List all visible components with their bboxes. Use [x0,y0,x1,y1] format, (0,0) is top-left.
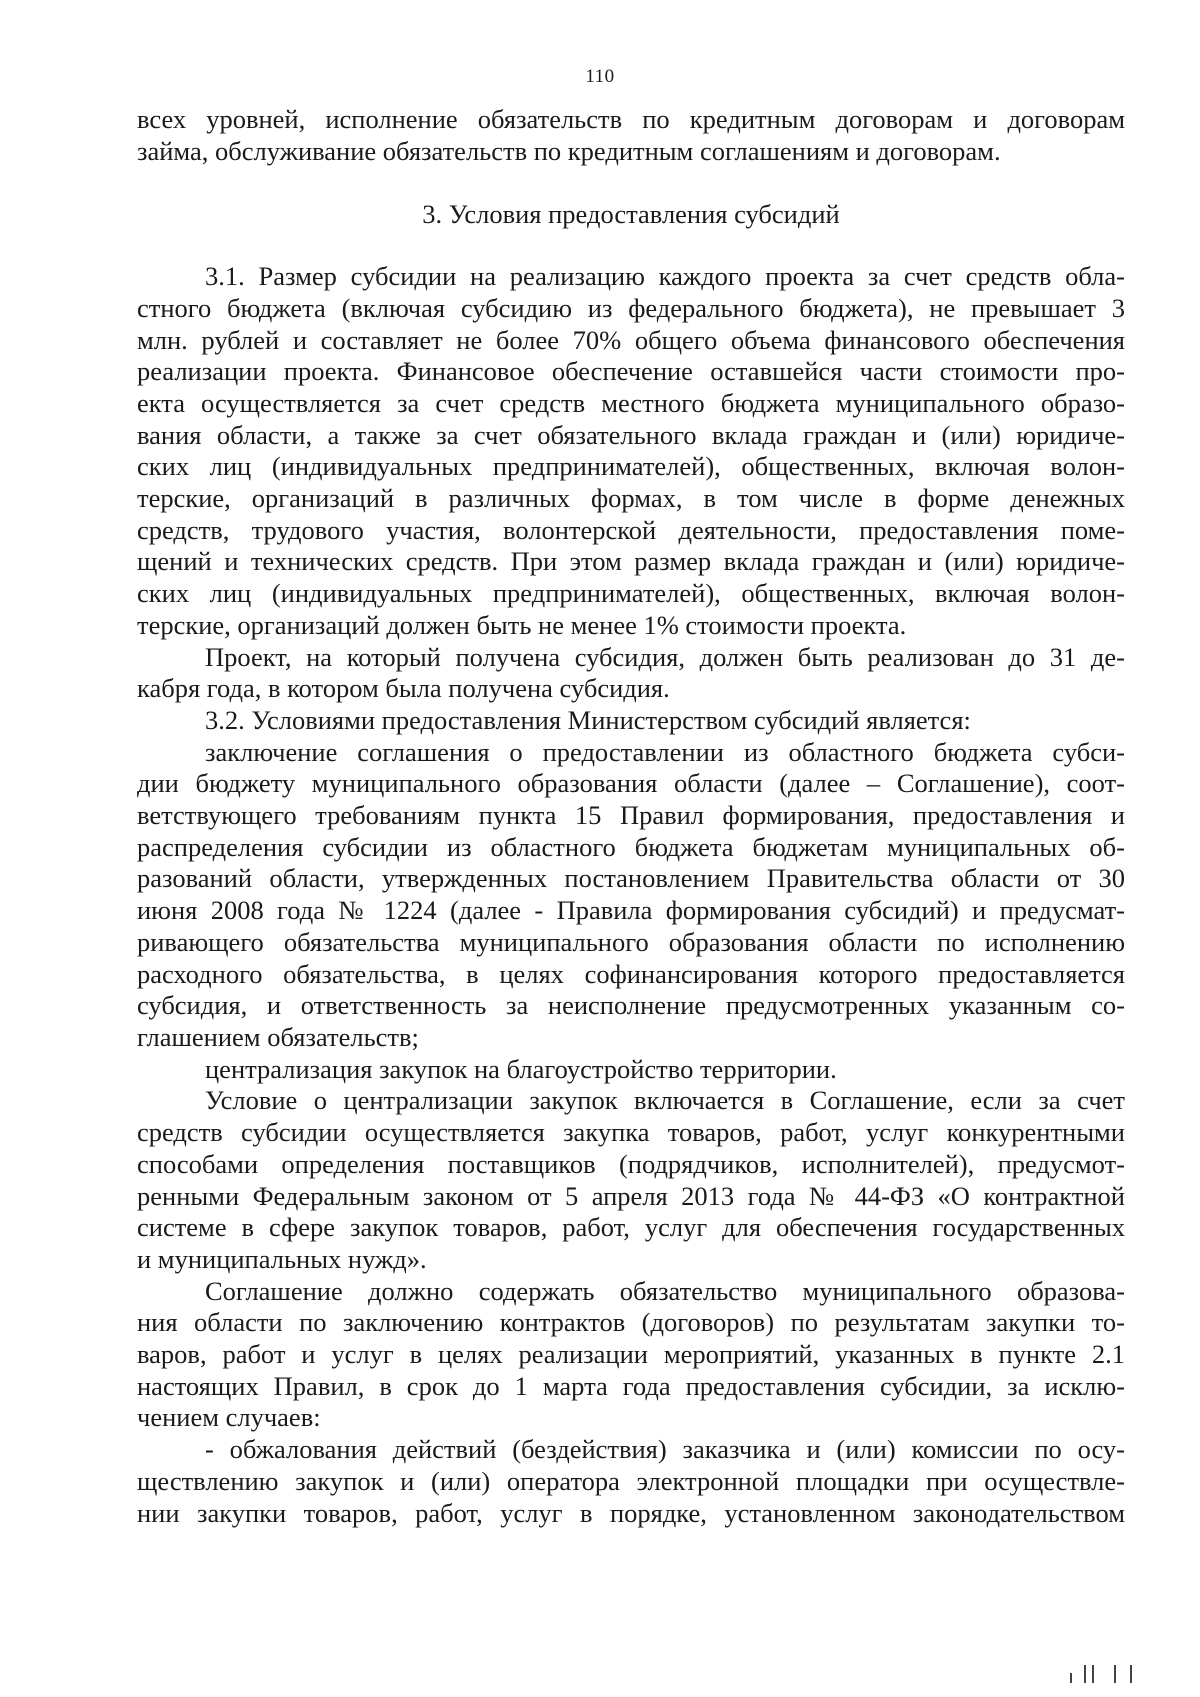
text-line: ских лиц (индивидуальных предпринимателей), общественных, включая волон- [137,451,1125,482]
text-line: млн. рублей и составляет не более 70% общего объема финансового обеспечения [137,324,1125,355]
text-line: ния области по заключению контрактов (договоров) по результатам закупки то- [137,1307,1125,1338]
text-line: Проект, на который получена субсидия, должен быть реализован до 31 де- [205,641,1125,672]
text-line: 3.1. Размер субсидии на реализацию каждого проекта за счет средств обла- [205,261,1125,292]
paragraph [137,642,1125,705]
paragraph [137,737,1125,1054]
text-line: глашением обязательств; [137,1021,419,1052]
text-line: распределения субсидии из областного бюджета бюджетам муниципальных об- [137,831,1125,862]
paragraph [137,1085,1125,1275]
text-line: дии бюджету муниципального образования области (далее – Соглашение), соот- [137,768,1125,799]
text-line: стного бюджета (включая субсидию из федерального бюджета), не превышает 3 [137,292,1125,323]
text-line: централизация закупок на благоустройство территории. [205,1053,837,1084]
text-line: ских лиц (индивидуальных предпринимателей), общественных, включая волон- [137,578,1125,609]
paragraphs-container [137,261,1125,1529]
text-line: 3.2. Условиями предоставления Министерством субсидий является: [205,704,971,735]
text-line: средств субсидии осуществляется закупка товаров, работ, услуг конкурентными [137,1117,1125,1148]
paragraph [137,261,1125,641]
text-line: варов, работ и услуг в целях реализации мероприятий, указанных в пункте 2.1 [137,1339,1125,1370]
text-line: - обжалования действий (бездействия) заказчика и (или) комиссии по осу- [205,1434,1125,1465]
text-line: расходного обязательства, в целях софинансирования которого предоставляется [137,958,1125,989]
text-line: займа, обслуживание обязательств по кредитным соглашениям и договорам. [137,135,1001,166]
text-line: терские, организаций в различных формах, в том числе в форме денежных [137,483,1125,514]
text-line: заключение соглашения о предоставлении из областного бюджета субси- [205,736,1125,767]
scan-edge-marks [1070,1663,1140,1683]
text-line: нии закупки товаров, работ, услуг в порядке, установленном законодательством [137,1497,1125,1528]
text-line: системе в сфере закупок товаров, работ, услуг для обеспечения государственных [137,1212,1125,1243]
document-body [137,104,1125,1529]
text-line: чением случаев: [137,1402,321,1433]
text-line: настоящих Правил, в срок до 1 марта года предоставления субсидии, за исклю- [137,1370,1125,1401]
page-number: 110 [585,66,615,87]
text-line: ветствующего требованиям пункта 15 Правил формирования, предоставления и [137,800,1125,831]
paragraph [137,1054,1125,1086]
text-line: терские, организаций должен быть не менее 1% стоимости проекта. [137,609,907,640]
text-line: ренными Федеральным законом от 5 апреля 2013 года № 44-ФЗ «О контрактной [137,1180,1125,1211]
paragraph [137,1276,1125,1435]
section-heading: 3. Условия предоставления субсидий [422,199,840,230]
paragraph [137,1434,1125,1529]
text-line: всех уровней, исполнение обязательств по кредитным договорам и договорам [137,104,1125,134]
text-line: субсидия, и ответственность за неисполнение предусмотренных указанным со- [137,990,1125,1021]
text-line: средств, трудового участия, волонтерской деятельности, предоставления поме- [137,514,1125,545]
text-line: Соглашение должно содержать обязательство муниципального образова- [205,1275,1125,1306]
paragraph [137,705,1125,737]
text-line: способами определения поставщиков (подрядчиков, исполнителей), предусмот- [137,1148,1125,1179]
text-line: и муниципальных нужд». [137,1243,427,1274]
text-line: вания области, а также за счет обязательного вклада граждан и (или) юридиче- [137,419,1125,450]
text-line: щений и технических средств. При этом размер вклада граждан и (или) юридиче- [137,546,1125,577]
text-line: ривающего обязательства муниципального образования области по исполнению [137,926,1125,957]
text-line: июня 2008 года № 1224 (далее - Правила формирования субсидий) и предусмат- [137,895,1125,926]
text-line: разований области, утвержденных постановлением Правительства области от 30 [137,863,1125,894]
text-line: кабря года, в котором была получена субсидия. [137,673,670,704]
text-line: ществлению закупок и (или) оператора электронной площадки при осуществле- [137,1465,1125,1496]
paragraph-intro [137,104,1125,167]
text-line: Условие о централизации закупок включается в Соглашение, если за счет [205,1085,1125,1116]
text-line: екта осуществляется за счет средств местного бюджета муниципального образо- [137,387,1125,418]
text-line: реализации проекта. Финансовое обеспечение оставшейся части стоимости про- [137,356,1125,387]
